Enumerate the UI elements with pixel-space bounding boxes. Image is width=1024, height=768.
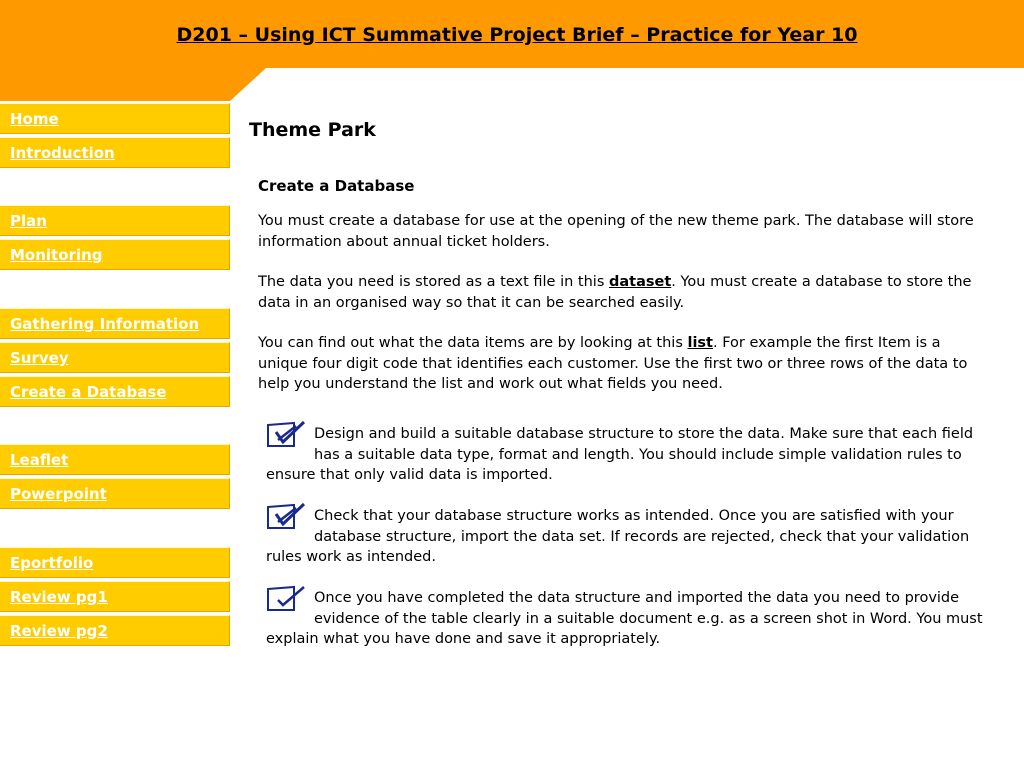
task-text: Design and build a suitable database structure to store the data. Make sure that each field has a suitable data type, format and length. You should include simple validation rules to ensure that only valid data is imported. bbox=[266, 426, 974, 483]
dataset-link[interactable]: dataset bbox=[608, 274, 672, 290]
checked-box-icon bbox=[266, 502, 310, 528]
section-heading: Create a Database bbox=[258, 177, 415, 195]
sidebar-item-review-pg1[interactable]: Review pg1 bbox=[0, 581, 230, 612]
tick-box-icon bbox=[266, 584, 310, 610]
checked-box-icon bbox=[266, 420, 310, 446]
sidebar-item-review-pg2[interactable]: Review pg2 bbox=[0, 615, 230, 646]
list-paragraph bbox=[258, 333, 988, 395]
header-bar bbox=[0, 0, 1024, 68]
dataset-paragraph-text-before: The data you need is stored as a text file in this bbox=[258, 274, 609, 290]
list-link[interactable]: list bbox=[687, 335, 713, 351]
dataset-paragraph bbox=[258, 272, 988, 313]
intro-paragraph: You must create a database for use at the opening of the new theme park. The database will store information about annual ticket holders. bbox=[258, 213, 974, 250]
sidebar-item-leaflet[interactable]: Leaflet bbox=[0, 444, 230, 475]
page-title: Theme Park bbox=[249, 119, 376, 141]
sidebar-item-plan[interactable]: Plan bbox=[0, 205, 230, 236]
sidebar-item-home[interactable]: Home bbox=[0, 103, 230, 134]
sidebar-item-monitoring[interactable]: Monitoring bbox=[0, 239, 230, 270]
sidebar-item-gathering-information[interactable]: Gathering Information bbox=[0, 308, 230, 339]
header-band bbox=[0, 68, 230, 101]
list-paragraph-text-before: You can find out what the data items are by looking at this bbox=[258, 335, 688, 351]
task-text: Once you have completed the data structure and imported the data you need to provide evidence of the table clearly in a suitable document e.g. as a screen shot in Word. You must explain what you have done and save it appropriately. bbox=[266, 590, 983, 647]
sidebar-item-survey[interactable]: Survey bbox=[0, 342, 230, 373]
page-header-title: D201 – Using ICT Summative Project Brief – Practice for Year 10 bbox=[176, 24, 858, 46]
task-provide-evidence bbox=[266, 588, 991, 650]
sidebar-item-powerpoint[interactable]: Powerpoint bbox=[0, 478, 230, 509]
list-paragraph-text-after: . For example the first Item is a unique four digit code that identifies each customer. Use the first two or three rows of the data to help you understand the list and work out what fields you need. bbox=[258, 335, 968, 392]
sidebar-item-introduction[interactable]: Introduction bbox=[0, 137, 230, 168]
task-text: Check that your database structure works as intended. Once you are satisfied with your database structure, import the data set. If records are rejected, check that your validation rules work as intended. bbox=[266, 508, 970, 565]
header-band-corner bbox=[230, 68, 266, 101]
task-design-database bbox=[266, 424, 991, 486]
task-check-database bbox=[266, 506, 991, 568]
sidebar-item-create-a-database[interactable]: Create a Database bbox=[0, 376, 230, 407]
dataset-paragraph-text-after: . You must create a database to store the data in an organised way so that it can be searched easily. bbox=[258, 274, 972, 311]
sidebar-item-eportfolio[interactable]: Eportfolio bbox=[0, 547, 230, 578]
